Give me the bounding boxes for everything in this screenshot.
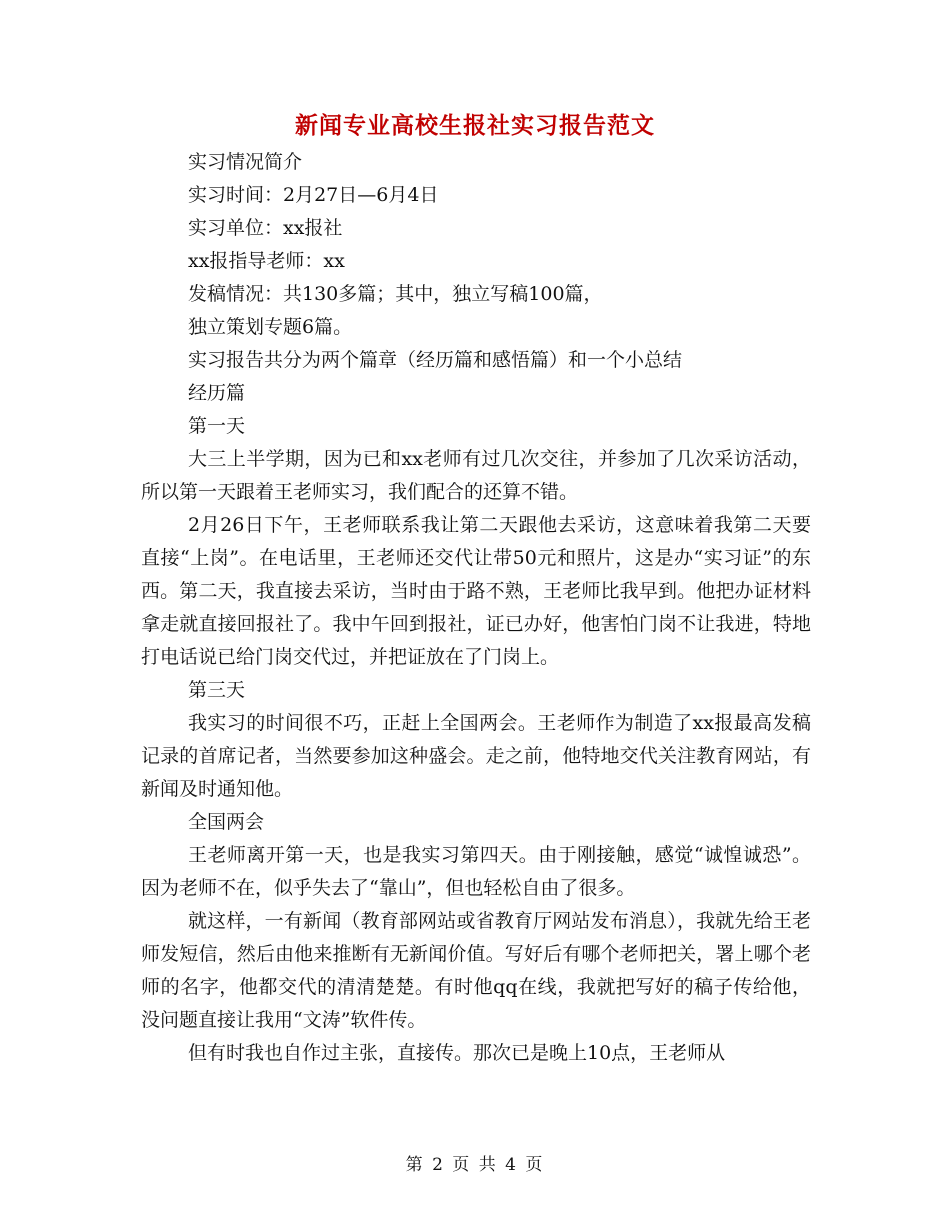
document-title: 新闻专业高校生报社实习报告范文	[295, 112, 655, 139]
paragraph: 但有时我也自作过主张，直接传。那次已是晚上10点，王老师从	[188, 1042, 726, 1064]
subsection-heading: 全国两会	[188, 811, 265, 833]
paragraph: 实习报告共分为两个篇章（经历篇和感悟篇）和一个小总结	[188, 349, 683, 371]
paragraph: 发稿情况：共130多篇；其中，独立写稿100篇，	[188, 283, 603, 305]
document-body	[141, 146, 811, 1070]
paragraph: 独立策划专题6篇。	[188, 316, 353, 338]
subsection-heading: 第三天	[188, 679, 246, 701]
paragraph: 大三上半学期，因为已和xx老师有过几次交往，并参加了几次采访活动，所以第一天跟着王老师实习，我们配合的还算不错。	[141, 448, 811, 503]
section-heading: 经历篇	[188, 382, 246, 404]
paragraph: 就这样，一有新闻（教育部网站或省教育厅网站发布消息），我就先给王老师发短信，然后由他来推断有无新闻价值。写好后有哪个老师把关，署上哪个老师的名字，他都交代的清清楚楚。有时他qq在线，我就把写好的稿子传给他，没问题直接让我用“文涛”软件传。	[141, 910, 811, 1031]
paragraph: 实习时间：2月27日—6月4日	[188, 184, 439, 206]
paragraph: 我实习的时间很不巧，正赶上全国两会。王老师作为制造了xx报最高发稿记录的首席记者，当然要参加这种盛会。走之前，他特地交代关注教育网站，有新闻及时通知他。	[141, 712, 811, 800]
paragraph: 2月26日下午，王老师联系我让第二天跟他去采访，这意味着我第二天要直接“上岗”。在电话里，王老师还交代让带50元和照片，这是办“实习证”的东西。第二天，我直接去采访，当时由于路不熟，王老师比我早到。他把办证材料拿走就直接回报社了。我中午回到报社，证已办好，他害怕门岗不让我进，特地打电话说已给门岗交代过，并把证放在了门岗上。	[141, 514, 811, 668]
paragraph: 王老师离开第一天，也是我实习第四天。由于刚接触，感觉“诚惶诚恐”。因为老师不在，似乎失去了“靠山”，但也轻松自由了很多。	[141, 844, 811, 899]
subsection-heading: 第一天	[188, 415, 246, 437]
paragraph: 实习情况简介	[188, 151, 303, 173]
paragraph: 实习单位：xx报社	[188, 217, 343, 239]
page-number-footer: 第 2 页 共 4 页	[405, 1155, 545, 1175]
paragraph: xx报指导老师：xx	[188, 250, 345, 272]
